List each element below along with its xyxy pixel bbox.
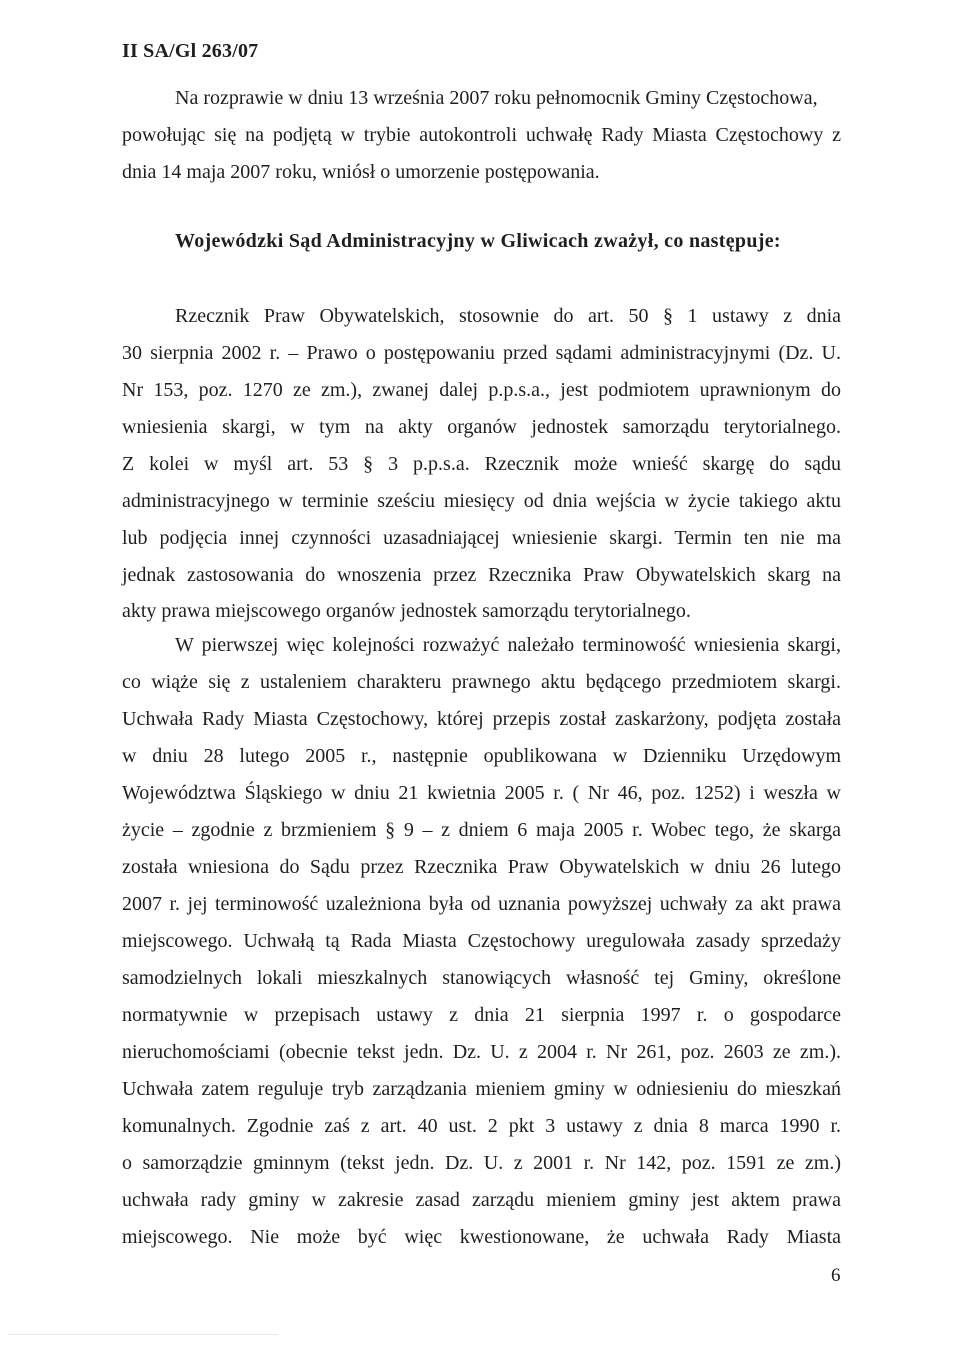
text-line: Na rozprawie w dniu 13 września 2007 roku pełnomocnik Gminy Częstochowa, xyxy=(175,87,818,109)
text-line: Z kolei w myśl art. 53 § 3 p.p.s.a. Rzecznik może wnieść skargę do sądu xyxy=(122,453,841,475)
text-line: samodzielnych lokali mieszkalnych stanowiących własność tej Gminy, określone xyxy=(122,967,841,989)
text-line: 30 sierpnia 2002 r. – Prawo o postępowaniu przed sądami administracyjnymi (Dz. U. xyxy=(122,342,841,364)
text-line: wniesienia skargi, w tym na akty organów jednostek samorządu terytorialnego. xyxy=(122,416,841,438)
text-line: komunalnych. Zgodnie zaś z art. 40 ust. 2 pkt 3 ustawy z dnia 8 marca 1990 r. xyxy=(122,1115,841,1137)
text-line: jednak zastosowania do wnoszenia przez Rzecznika Praw Obywatelskich skarg na xyxy=(122,564,841,586)
case-number: II SA/Gl 263/07 xyxy=(122,40,259,62)
text-line: 2007 r. jej terminowość uzależniona była od uznania powyższej uchwały za akt prawa xyxy=(122,893,841,915)
text-line: Rzecznik Praw Obywatelskich, stosownie do art. 50 § 1 ustawy z dnia xyxy=(175,305,841,327)
text-line: powołując się na podjętą w trybie autokontroli uchwałę Rady Miasta Częstochowy z xyxy=(122,124,841,146)
text-line: została wniesiona do Sądu przez Rzecznika Praw Obywatelskich w dniu 26 lutego xyxy=(122,856,841,878)
text-line: w dniu 28 lutego 2005 r., następnie opublikowana w Dzienniku Urzędowym xyxy=(122,745,841,767)
text-line: co wiąże się z ustaleniem charakteru prawnego aktu będącego przedmiotem skargi. xyxy=(122,671,841,693)
text-line: administracyjnego w terminie sześciu miesięcy od dnia wejścia w życie takiego aktu xyxy=(122,490,841,512)
text-line: W pierwszej więc kolejności rozważyć należało terminowość wniesienia skargi, xyxy=(175,634,841,656)
page-number: 6 xyxy=(831,1265,841,1286)
text-line: nieruchomościami (obecnie tekst jedn. Dz. U. z 2004 r. Nr 261, poz. 2603 ze zm.). xyxy=(122,1041,841,1063)
section-heading: Wojewódzki Sąd Administracyjny w Gliwicach zważył, co następuje: xyxy=(175,230,781,252)
text-line: o samorządzie gminnym (tekst jedn. Dz. U. z 2001 r. Nr 142, poz. 1591 ze zm.) xyxy=(122,1152,841,1174)
text-line: lub podjęcia innej czynności uzasadniającej wniesienie skargi. Termin ten nie ma xyxy=(122,527,841,549)
text-line: Nr 153, poz. 1270 ze zm.), zwanej dalej p.p.s.a., jest podmiotem uprawnionym do xyxy=(122,379,841,401)
text-line: akty prawa miejscowego organów jednostek samorządu terytorialnego. xyxy=(122,600,691,622)
scan-edge-line xyxy=(8,1334,278,1335)
text-line: miejscowego. Uchwałą tą Rada Miasta Częstochowy uregulowała zasady sprzedaży xyxy=(122,930,841,952)
text-line: życie – zgodnie z brzmieniem § 9 – z dniem 6 maja 2005 r. Wobec tego, że skarga xyxy=(122,819,841,841)
text-line: miejscowego. Nie może być więc kwestionowane, że uchwała Rady Miasta xyxy=(122,1226,841,1248)
text-line: Województwa Śląskiego w dniu 21 kwietnia 2005 r. ( Nr 46, poz. 1252) i weszła w xyxy=(122,782,841,804)
text-line: Uchwała zatem reguluje tryb zarządzania mieniem gminy w odniesieniu do mieszkań xyxy=(122,1078,841,1100)
text-line: uchwała rady gminy w zakresie zasad zarządu mieniem gminy jest aktem prawa xyxy=(122,1189,841,1211)
text-line: normatywnie w przepisach ustawy z dnia 21 sierpnia 1997 r. o gospodarce xyxy=(122,1004,841,1026)
text-line: Uchwała Rady Miasta Częstochowy, której przepis został zaskarżony, podjęta została xyxy=(122,708,841,730)
text-line: dnia 14 maja 2007 roku, wniósł o umorzenie postępowania. xyxy=(122,161,600,183)
